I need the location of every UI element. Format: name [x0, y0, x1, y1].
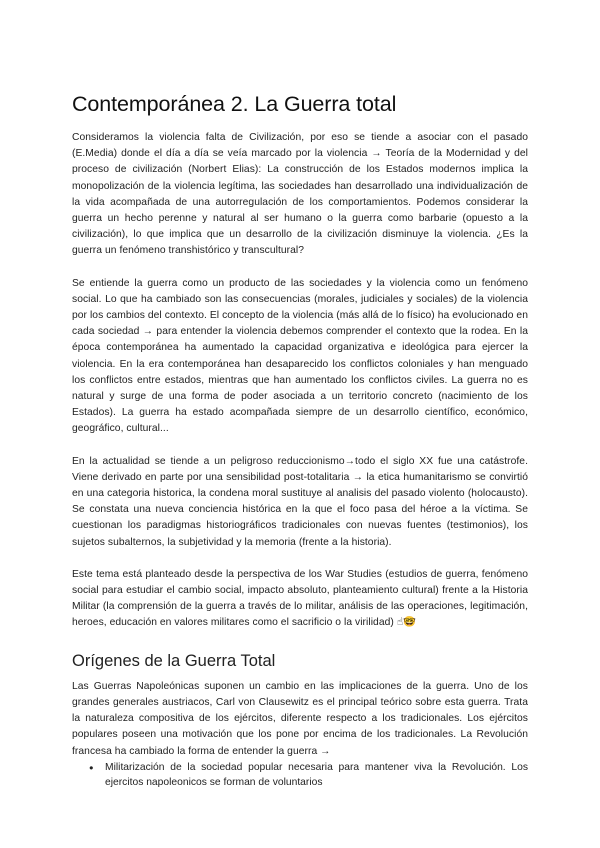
intro-paragraph: Consideramos la violencia falta de Civilización, por eso se tiende a asociar con el pasado (E.Media) donde el día a día se veía marcado por la violencia → Teoría de la Modernidad y del proceso de civilización (Norbert Elias): La construcción de los Estados modernos implica la monopolización de la violencia legítima, las sociedades han desarrollado una individualización de la vida acompañada de una autorregulación de los comportamientos. Podemos considerar la guerra un hecho perenne y natural al ser humano o la guerra como barbarie (opuesto a la civilización), lo que implica que un desarrollo de la civilización disminuye la violencia. ¿Es la guerra un fenómeno transhistórico y transcultural? — [72, 132, 528, 257]
war-studies-text: Este tema está planteado desde la perspectiva de los War Studies (estudios de guerra, fenómeno social para estudiar el cambio social, impacto absoluto, planteamiento cultural) frente a la Historia Militar (la comprensión de la guerra a través de lo militar, análisis de las operaciones, legitimación, heroes, educación en valores militares como el sacrificio o la virilidad) — [72, 568, 528, 629]
section-heading: Orígenes de la Guerra Total — [72, 651, 276, 670]
document-title: Contemporánea 2. La Guerra total — [72, 92, 397, 116]
pointing-nerd-emoji-icon: ☝🤓 — [396, 617, 417, 629]
war-studies-paragraph — [72, 567, 528, 632]
bullet-list — [72, 760, 528, 790]
reductionism-paragraph: En la actualidad se tiende a un peligroso reduccionismo→todo el siglo XX fue una catástrofe. Viene derivado en parte por una sensibilidad post-totalitaria → la etica humanitarismo se convirtió en una categoria historica, la condena moral sustituye al analisis del pasado violento (holocausto). Se constata una nueva conciencia histórica en la que el foco pasa del héroe a la víctima. Se cuestionan los paradigmas historiográficos tradicionales con nuevas fuentes (testimonios), los sujetos subalternos, la subjetividad y la memoria (frente a la historia). — [72, 455, 528, 548]
society-violence-paragraph: Se entiende la guerra como un producto de las sociedades y la violencia como un fenómeno social. Lo que ha cambiado son las consecuencias (morales, judiciales y sociales) de la violencia por los cambios del contexto. El concepto de la violencia (más allá de lo físico) ha evolucionado en cada sociedad → para entender la violencia debemos comprender el contexto que la rodea. En la época contemporánea ha aumentado la capacidad organizativa e ideológica para ejercer la violencia. En la era contemporánea han desaparecido los conflictos coloniales y han menguado los conflictos entre estados, mientras que han aumentado los conflictos civiles. La guerra no es natural y surge de una forma de poder asociada a un territorio concreto (nacimiento de los Estados). La guerra ha estado acompañada siempre de un desarrollo científico, económico, geográfico, cultural... — [72, 277, 528, 435]
origins-paragraph: Las Guerras Napoleónicas suponen un cambio en las implicaciones de la guerra. Uno de los grandes generales austriacos, Carl von Clausewitz es el principal teórico sobre esta guerra. Trata la naturaleza compositiva de los ejércitos, diferente respecto a los tradicionales. Los ejércitos populares poseen una motivación que los pone por encima de los tradicionales. La Revolución francesa ha cambiado la forma de entender la guerra → — [72, 680, 528, 757]
list-item: ● Militarización de la sociedad popular necesaria para mantener viva la Revolución. Los ejercitos napoleonicos se forman de voluntarios — [105, 760, 528, 790]
